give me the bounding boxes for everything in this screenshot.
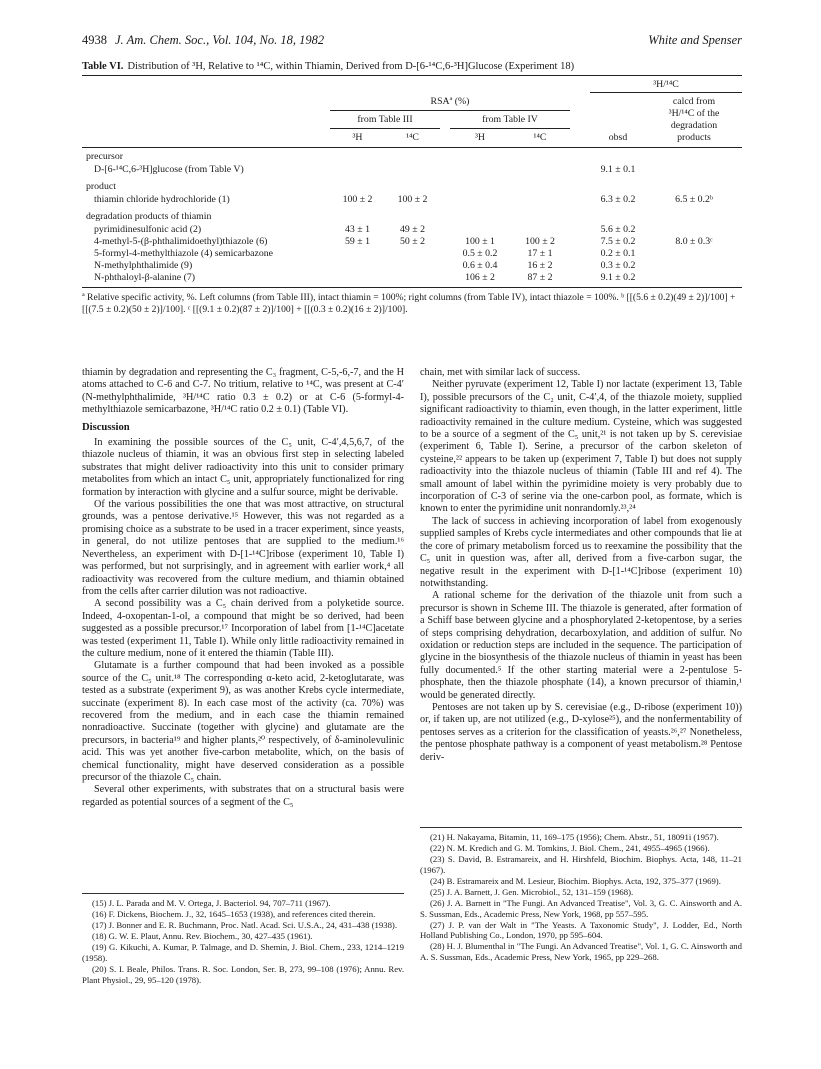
paragraph: Glutamate is a further compound that had been invoked as a possible source of the C₅ unit.¹⁸ The corresponding α-keto acid, 2-ketoglutarate, was tested as a substrate (experiment 9), as was another Krebs cycle intermediate, succinate (experiment 8). In each case most of the activity (ca. 70%) was recovered from the medium, and in each case the thiamin remained nonradioactive. Succinate (together with glycine) and glutamate are the precursors, in bacteria¹⁹ and higher plants,²⁰ respectively, of δ-aminolevulinic acid. This was yet another five-carbon metabolite, which, on the basis of chemical functionality, might have deserved consideration as a possible precursor of the thiazole C₅ chain. [82,660,404,783]
table-top-rule [82,75,742,76]
reference: (21) H. Nakayama, Bitamin, 11, 169–175 (1956); Chem. Abstr., 51, 18091i (1957). [430,832,719,842]
table-header-rule [82,147,742,148]
row-label: N-methylphthalimide (9) [94,260,193,271]
reference: (15) J. L. Parada and M. V. Ortega, J. Bacteriol. 94, 707–711 (1967). [92,898,331,908]
col-header-14c-iv: ¹⁴C [533,132,547,143]
reference: (18) G. W. E. Plaut, Annu. Rev. Biochem., 30, 427–435 (1961). [92,931,313,942]
reference: (24) B. Estramareix and M. Lesieur, Biochim. Biophys. Acta, 192, 375–377 (1969). [430,875,721,886]
col-header-3h-iv: ³H [474,132,485,143]
cell-3h-iii: 100 ± 2 [342,194,373,205]
cell-14c-iii: 50 ± 2 [400,236,425,247]
paragraph: A second possibility was a C₅ chain derived from a polyketide source. Indeed, 4-oxopentan-1-ol, a compound that might be so derived, had been suggested as a possible precursor.¹⁷ Incorporation of label from [1-¹⁴C]acetate was tested (experiment 11, Table I). While only little radioactivity remained in the culture medium, none of it entered the thiamin (Table III). [82,598,404,659]
reference: (22) N. M. Kredich and G. M. Tomkins, J. Biol. Chem., 241, 4955–4965 (1966). [430,843,710,854]
cell-3h-iv: 100 ± 1 [465,236,495,247]
row-label: N-phthaloyl-β-alanine (7) [94,272,196,283]
reference: (20) S. I. Beale, Philos. Trans. R. Soc. London, Ser. B, 273, 99–108 (1976); Annu. Rev. Plant Physiol., 29, 95–120 (1978). [82,964,404,985]
reference: (28) H. J. Blumenthal in "The Fungi. An Advanced Treatise", Vol. 1, G. C. Ainsworth and A. S. Sussman, Eds., Academic Press, New York, 1965, pp 229–268. [420,941,742,963]
cell-obsd: 9.1 ± 0.1 [600,164,636,175]
cell-14c-iii: 100 ± 2 [397,194,428,205]
header-calcd-3: degradation [670,120,718,131]
paragraph: Pentoses are not taken up by S. cerevisiae (e.g., D-ribose (experiment 10)) or, if taken up, are not utilized (e.g., D-xylose²⁵), and the nonfermentability of pentoses serves as a criterion for the classification of yeasts.²⁶,²⁷ Nonetheless, the pentose phosphate pathway is a component of yeast metabolism.²⁸ Pentose deriv- [420,701,742,763]
paragraph: Neither pyruvate (experiment 12, Table I) nor lactate (experiment 13, Table I), possible precursors of the C₂ unit, C-4′,4, of the thiazole moiety, supplied significant radioactivity to thiamin, even though, in the latter experiment, little radioactivity remained in the culture medium. Cysteine, which was suggested to be a source of a segment of the C₅ unit,²¹ is not taken up by S. cerevisiae (experiment 6, Table I). Serine, a precursor of the carbon skeleton of cysteine,²² appears to be taken up (experiment 7, Table I) but does not supply radioactivity into the thiazole nucleus of thiamin (Table III and ref 4). The small amount of label within the pyrimidine moiety is very probably due to incorporation of C-3 of serine via the one-carbon pool, as formate, which is known to enter the pyrimidine unit nonrandomly.²³,²⁴ [420,379,742,515]
body-column-right [420,367,742,764]
reference: (27) J. P. van der Walt in "The Yeasts. A Taxonomic Study", J. Lodder, Ed., North Holland Publishing Co., London, 1970, pp 595–604. [420,919,742,941]
references-left [82,898,404,986]
cell-calcd: 6.5 ± 0.2ᵇ [675,194,713,205]
cell-14c-iv: 87 ± 2 [527,272,553,283]
page-number: 4938 [82,33,107,47]
table-bottom-rule [82,287,742,288]
table-footnotes: ª Relative specific activity, %. Left columns (from Table III), intact thiamin = 100%; right columns (from Table IV), intact thiazole = 100%. ᵇ [[(5.6 ± 0.2)(49 ± 2)]/100] + [[(7.5 ± 0.2)(50 ± 2)]/100]. ᶜ [[(9.1 ± 0.2)(87 ± 2)]/100] + [[(0.3 ± 0.2)(16 ± 2)]/100]. [82,292,736,315]
cell-obsd: 7.5 ± 0.2 [600,236,636,247]
cell-3h-iv: 0.6 ± 0.4 [462,260,498,271]
running-head [82,33,742,49]
reference: (19) G. Kikuchi, A. Kumar, P. Talmage, and D. Shemin, J. Biol. Chem., 233, 1214–1219 (1958). [82,942,404,963]
header-from-table-iii: from Table III [357,114,413,125]
header-from-table-iv: from Table IV [482,114,538,125]
cell-calcd: 8.0 ± 0.3ᶜ [675,236,713,247]
section-heading-discussion: Discussion [82,421,130,433]
header-ratio: ³H/¹⁴C [653,79,679,90]
body-column-left [82,367,404,809]
cell-14c-iv: 16 ± 2 [527,260,553,271]
paragraph: In examining the possible sources of the C₅ unit, C-4′,4,5,6,7, of the thiazole nucleus of thiamin, it was an obvious first step in selecting labeled substrates that might deliver radioactivity into this unit to consider primary metabolites from which an intact C₅ unit, appropriately functionalized for ring formation by interaction with glycine and a sulfur source, might be derivable. [82,437,404,498]
paragraph: A rational scheme for the derivation of the thiazole unit from such a precursor is shown in Scheme III. The thiazole is generated, after formation of a Schiff base between glycine and a phosphorylated 2-ketopentose, by a series of steps comprising dehydration, decarboxylation, and addition of sulfur. No oxidation or reduction steps are included in the sequence. The participation of glycine in the biosynthesis of the thiazole nucleus of thiamin in yeast has been fully documented.⁵ If the other starting material were a 2-pentulose 5-phosphate, then the thiazole phosphate (14), a known precursor of thiamin,¹ would be generated directly. [420,590,742,701]
header-calcd-4: products [677,132,711,143]
reference: (16) F. Dickens, Biochem. J., 32, 1645–1653 (1938), and references cited therein. [92,909,376,920]
row-label: 4-methyl-5-(β-phthalimidoethyl)thiazole (6) [94,236,268,247]
row-label: product [86,181,116,192]
table-label: Table VI. [82,61,124,72]
col-header-14c-iii: ¹⁴C [406,132,419,143]
journal-citation: J. Am. Chem. Soc., Vol. 104, No. 18, 1982 [115,33,325,47]
table-title: Distribution of ³H, Relative to ¹⁴C, within Thiamin, Derived from D-[6-¹⁴C,6-³H]Glucose (Experiment 18) [127,61,575,72]
row-label: thiamin chloride hydrochloride (1) [94,194,230,205]
header-calcd-1: calcd from [672,96,716,107]
cell-14c-iii: 49 ± 2 [400,224,425,235]
cell-obsd: 0.3 ± 0.2 [600,260,636,271]
col-header-obsd: obsd [608,132,628,143]
paragraph: The lack of success in achieving incorporation of label from exogenously supplied samples of Krebs cycle intermediates and other compounds that lie at the core of primary metabolism forced us to reexamine the possibility that the C₅ unit in question was, after all, derived from a five-carbon sugar, the negative result in the experiment with D-[1-¹⁴C]ribose (experiment 10) notwithstanding. [420,515,742,589]
table-caption [82,61,742,72]
col-header-3h-iii: ³H [352,132,363,143]
cell-obsd: 6.3 ± 0.2 [600,194,636,205]
table-iv-underline [450,128,570,129]
paragraph: chain, met with similar lack of success. [420,367,581,378]
running-head-left [82,33,324,48]
cell-3h-iv: 106 ± 2 [465,272,495,283]
row-label: degradation products of thiamin [86,211,212,222]
cell-3h-iv: 0.5 ± 0.2 [462,248,498,259]
row-label: precursor [86,151,123,162]
cell-3h-iii: 43 ± 1 [345,224,370,235]
cell-14c-iv: 100 ± 2 [525,236,555,247]
cell-obsd: 9.1 ± 0.2 [600,272,636,283]
cell-obsd: 5.6 ± 0.2 [600,224,636,235]
cell-3h-iii: 59 ± 1 [345,236,370,247]
cell-obsd: 0.2 ± 0.1 [600,248,636,259]
reference: (26) J. A. Barnett in "The Fungi. An Advanced Treatise", Vol. 3, G. C. Ainsworth and A. S. Sussman, Eds., Academic Press, New York, 1968, pp 557–595. [420,898,742,919]
references-divider-right [420,827,742,828]
running-head-authors: White and Spenser [648,33,742,47]
reference: (23) S. David, B. Estramareix, and H. Hirshfeld, Biochim. Biophys. Acta, 148, 11–21 (1967). [420,854,742,875]
row-label: 5-formyl-4-methylthiazole (4) semicarbazone [94,248,273,259]
header-rsa: RSAª (%) [430,96,470,107]
paragraph: Of the various possibilities the one that was most attractive, on structural grounds, was a pentose derivative.¹⁵ However, this was not regarded as a promising choice as a substrate to be used in a tracer experiment, since yeasts, in general, do not utilize pentoses that are supplied to the medium.¹⁶ Nevertheless, an experiment with D-[1-¹⁴C]ribose (experiment 10, Table I) was performed, but not surprisingly, and in agreement with earlier work,⁴ all radioactivity was recovered from the culture medium, and thiamin obtained from the cells after carrier dilution was not radioactive. [82,499,404,597]
table-iii-underline [330,128,440,129]
ratio-underline [590,92,742,93]
reference: (25) J. A. Barnett, J. Gen. Microbiol., 52, 131–159 (1968). [430,886,634,897]
row-label: pyrimidinesulfonic acid (2) [94,224,202,235]
rsa-underline [330,110,570,111]
references-divider-left [82,893,404,894]
header-calcd-2: ³H/¹⁴C of the [668,108,720,119]
cell-14c-iv: 17 ± 1 [527,248,553,259]
reference: (17) J. Bonner and E. R. Buchmann, Proc. Natl. Acad. Sci. U.S.A., 24, 431–438 (1938). [92,920,397,931]
row-label: D-[6-¹⁴C,6-³H]glucose (from Table V) [94,164,244,175]
paragraph: Several other experiments, with substrates that on a structural basis were regarded as potential sources of a segment of the C₅ [82,784,404,808]
paragraph: thiamin by degradation and representing the C₃ fragment, C-5,-6,-7, and the H atoms attached to C-6 and C-7. No tritium, relative to ¹⁴C, was present at C-4′ (N-methylphthalimide, ³H/¹⁴C ratio 0.3 ± 0.2) or at C-6 (5-formyl-4-methylthiazole semicarbazone, ³H/¹⁴C ratio 0.2 ± 0.1) (Table VI). [82,367,404,416]
references-right [420,832,742,963]
